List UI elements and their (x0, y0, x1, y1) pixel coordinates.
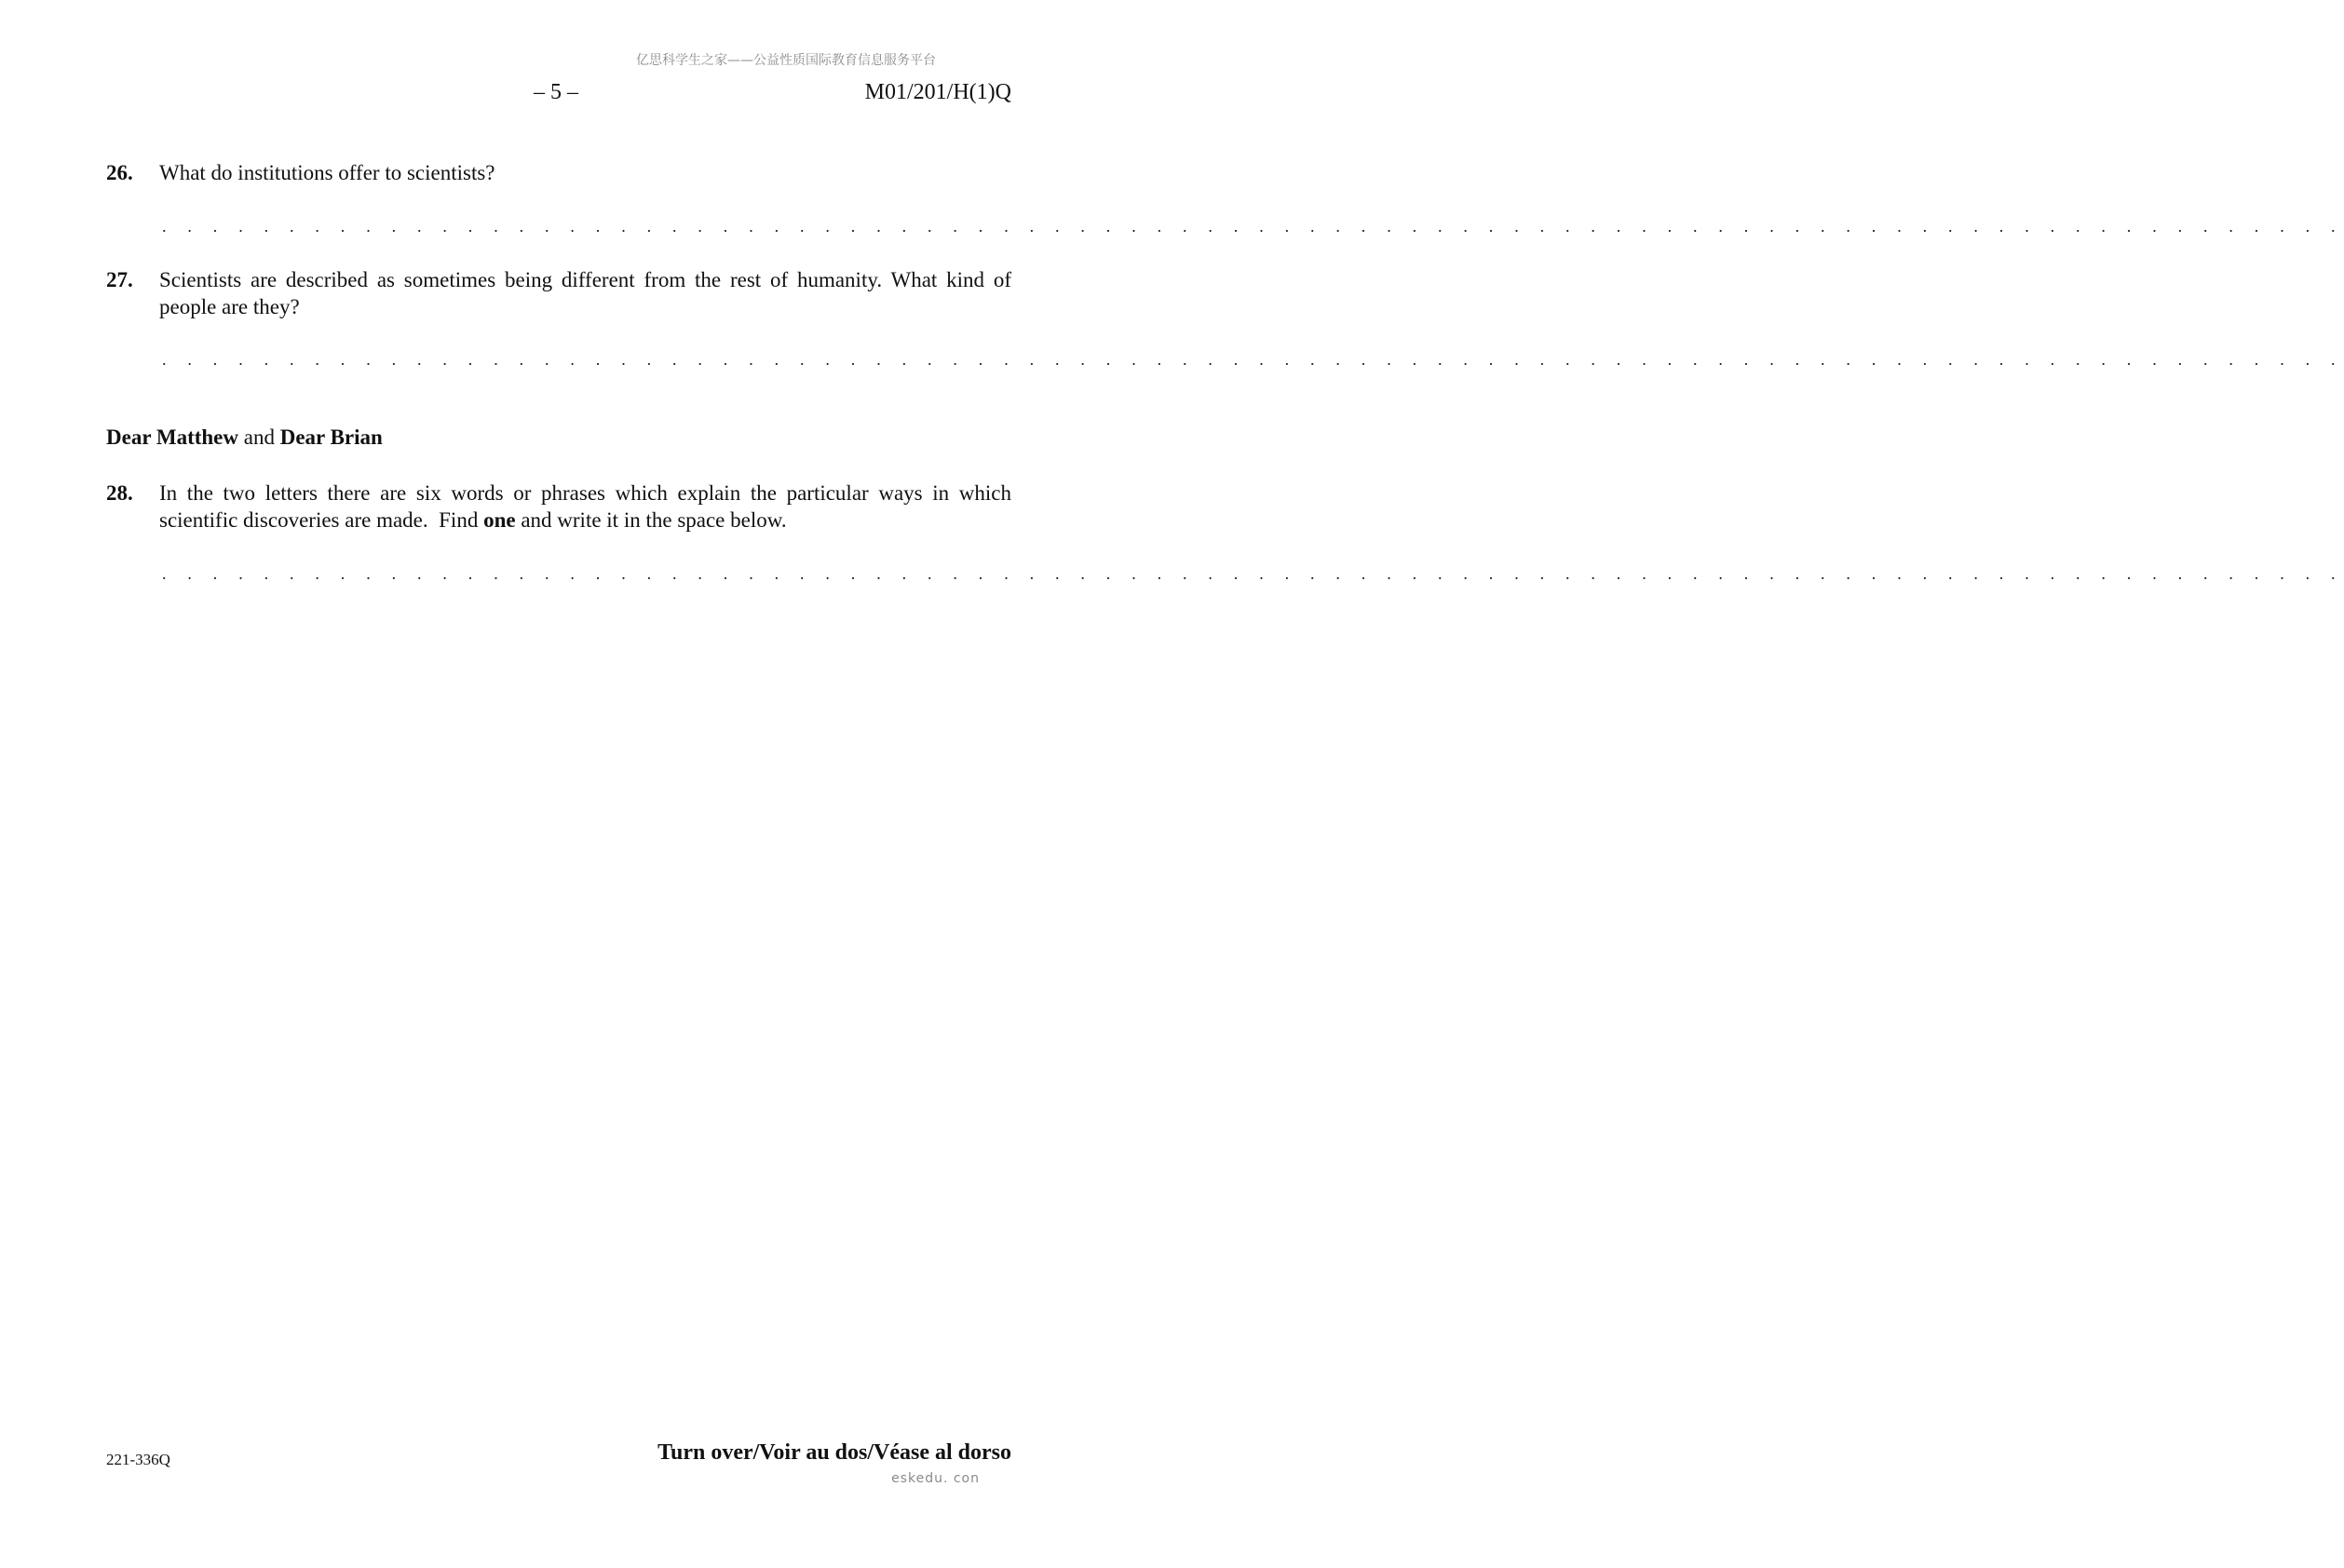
section-heading-part1: Dear Matthew (106, 426, 238, 449)
paper-code: M01/201/H(1)Q (864, 80, 1011, 104)
answer-line-26[interactable]: . . . . . . . . . . . . . . . . . . . . . . . . . . . . . . . . . . . . . . . . . . . . . . . . . . . . . . . . . . . . . . . . . . . . . . . . . . . . . . . . . . . . . . (162, 217, 2344, 236)
turn-over-note: Turn over/Voir au dos/Véase al dorso (657, 1440, 1011, 1465)
section-heading (106, 426, 383, 450)
footer-watermark: eskedu. con (891, 1471, 980, 1486)
section-heading-part2: Dear Brian (279, 426, 383, 449)
page-number: – 5 – (534, 80, 578, 104)
question-number: 27. (106, 268, 133, 291)
question-text: Scientists are described as sometimes being different from the rest of humanity. What kind of people are they? (159, 268, 1011, 318)
question-text-before: In the two letters there are six words or phrases which explain the particular ways in which scientific discoveries are made. Find (159, 481, 1017, 532)
question-26 (106, 159, 1011, 186)
question-text-after: and write it in the space below. (515, 508, 787, 532)
header-watermark: 亿思科学生之家——公益性质国际教育信息服务平台 (636, 53, 936, 68)
question-text (159, 480, 1017, 534)
answer-line-28[interactable]: . . . . . . . . . . . . . . . . . . . . . . . . . . . . . . . . . . . . . . . . . . . . . . . . . . . . . . . . . . . . . . . . . . . . . . . . . . . . . . . . . . . . . . (162, 564, 2344, 583)
answer-line-27[interactable]: . . . . . . . . . . . . . . . . . . . . . . . . . . . . . . . . . . . . . . . . . . . . . . . . . . . . . . . . . . . . . . . . . . . . . . . . . . . . . . . . . . . . . . (162, 350, 2344, 369)
footer-code: 221-336Q (106, 1451, 170, 1468)
question-27 (106, 266, 1011, 320)
question-number: 28. (106, 481, 133, 505)
question-text: What do institutions offer to scientists? (159, 161, 495, 184)
question-28 (106, 480, 1017, 534)
question-text-emphasis: one (483, 508, 516, 532)
section-heading-connector: and (238, 426, 280, 449)
question-number: 26. (106, 161, 133, 184)
